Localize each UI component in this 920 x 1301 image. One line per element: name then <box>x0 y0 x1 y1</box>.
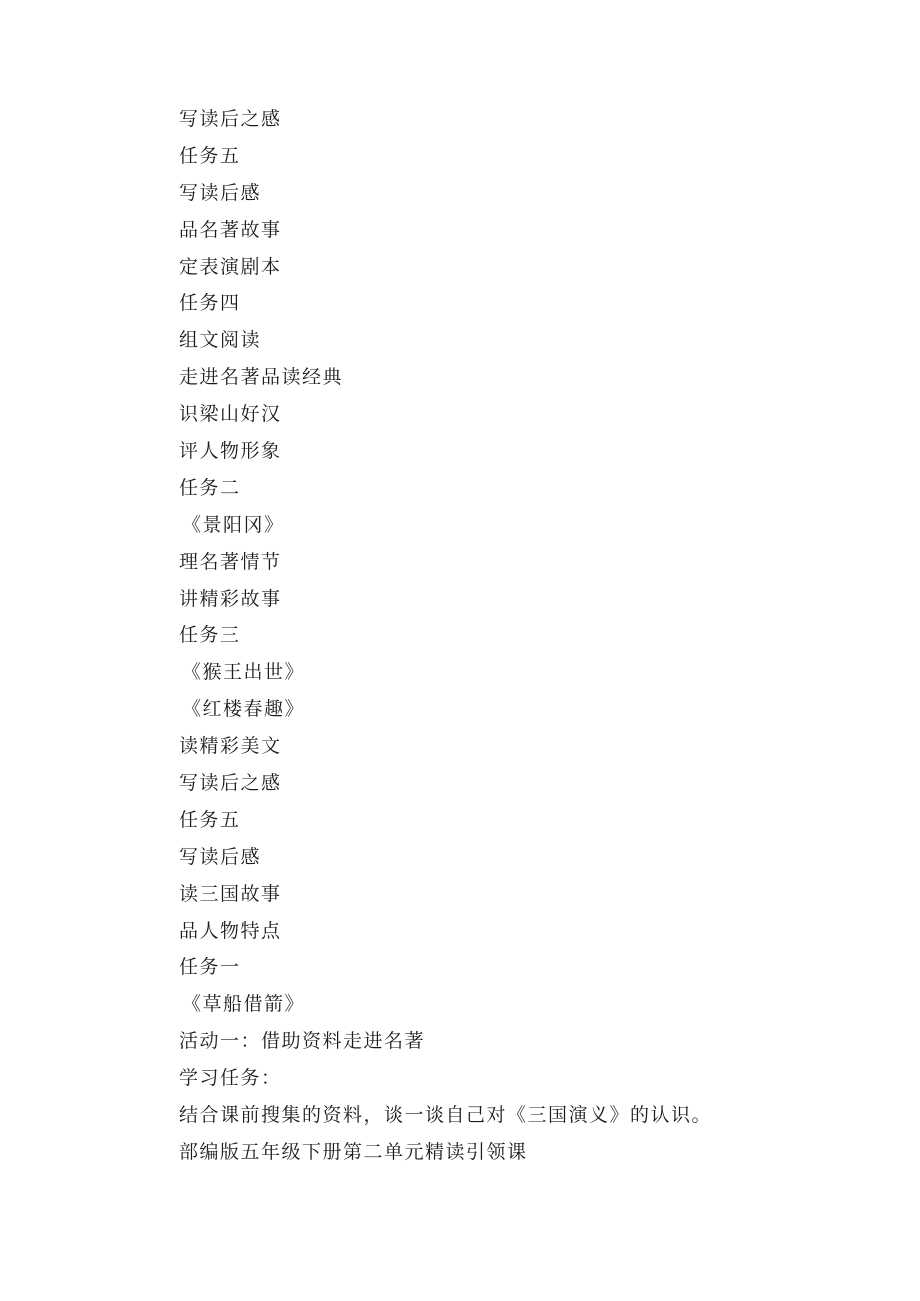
text-line: 任务三 <box>179 624 241 647</box>
text-line: 读精彩美文 <box>179 735 282 758</box>
text-line: 写读后之感 <box>179 772 282 795</box>
text-line: 走进名著品读经典 <box>179 366 344 389</box>
text-line: 定表演剧本 <box>179 255 282 278</box>
text-line: 《猴王出世》 <box>182 661 306 684</box>
text-line: 讲精彩故事 <box>179 587 282 610</box>
text-line: 《草船借箭》 <box>182 993 306 1016</box>
text-line: 结合课前搜集的资料，谈一谈自己对《三国演义》的认识。 <box>179 1104 713 1127</box>
text-line: 评人物形象 <box>179 440 282 463</box>
text-line: 任务五 <box>179 808 241 831</box>
text-line: 活动一：借助资料走进名著 <box>179 1030 426 1053</box>
text-line: 《景阳冈》 <box>182 513 285 536</box>
text-line: 写读后之感 <box>179 108 282 130</box>
text-line: 写读后感 <box>179 845 262 868</box>
text-line: 任务二 <box>179 476 241 499</box>
text-line: 部编版五年级下册第二单元精读引领课 <box>179 1140 528 1163</box>
text-lines <box>179 101 712 1171</box>
text-line: 识梁山好汉 <box>179 403 282 426</box>
text-line: 任务五 <box>179 144 241 167</box>
text-line: 理名著情节 <box>179 550 282 573</box>
text-line: 组文阅读 <box>179 329 262 352</box>
text-line: 品名著故事 <box>179 218 282 241</box>
text-line: 学习任务： <box>179 1067 282 1090</box>
text-line: 写读后感 <box>179 181 262 204</box>
text-line: 任务一 <box>179 956 241 979</box>
text-line: 读三国故事 <box>179 882 282 905</box>
text-line: 品人物特点 <box>179 919 282 942</box>
text-line: 《红楼春趣》 <box>182 698 306 721</box>
text-line: 任务四 <box>179 292 241 315</box>
